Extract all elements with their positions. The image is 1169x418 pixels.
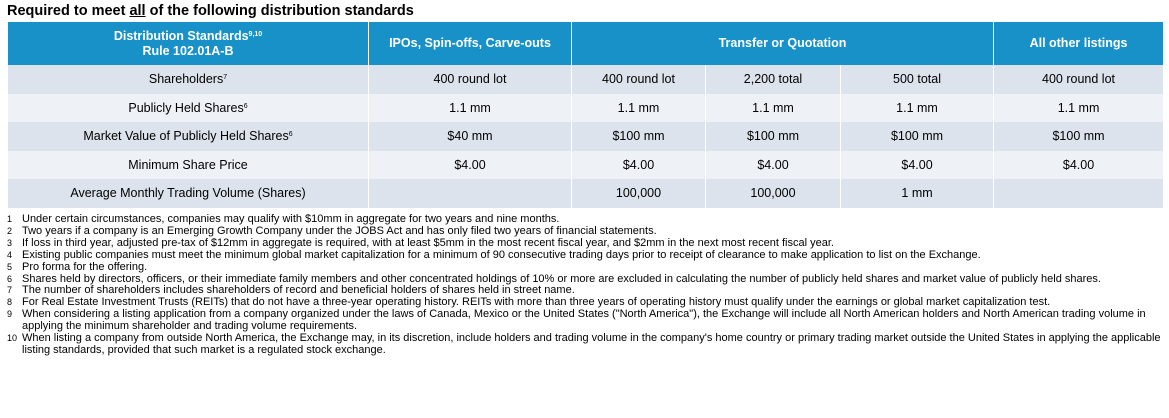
footnote-number: 10 [7,333,18,344]
footnote [7,250,1163,262]
footnote-text: When considering a listing application from a company organized under the laws of Canada, Mexico or the United States ("North America"), the Exchange will include all North American holders and North American trading volume in applying the minimum shareholder and trading volume requirements. [22,308,1146,333]
row-label-text: Market Value of Publicly Held Shares [83,129,289,144]
footnote-number: 9 [7,309,13,320]
cell-transfer-2: $4.00 [706,151,841,180]
footnote-text: Under certain circumstances, companies may qualify with $10mm in aggregate for two years and nine months. [22,213,560,225]
footnote-ref: 6 [288,131,293,139]
heading-text-after: of the following distribution standards [145,3,414,19]
footnote-number: 5 [7,261,13,272]
footnote [7,333,1163,357]
cell-transfer-3: 1.1 mm [841,94,994,123]
table-row [8,94,1164,123]
cell-transfer-1: $100 mm [572,122,706,151]
cell-other: $4.00 [994,151,1164,180]
cell-ipo [369,179,572,208]
header-ipos: IPOs, Spin-offs, Carve-outs [369,22,572,65]
cell-other: 1.1 mm [994,94,1164,123]
cell-ipo: 400 round lot [369,65,572,94]
row-label-text: Shareholders [148,72,224,87]
row-label [8,65,369,94]
cell-transfer-1: 1.1 mm [572,94,706,123]
footnote-ref: 7 [223,74,228,82]
header-rule-label: Rule 102.01A-B [142,43,234,58]
footnote-number: 7 [7,285,13,296]
header-transfer-quotation: Transfer or Quotation [572,22,994,65]
footnote-number: 1 [7,214,13,224]
cell-transfer-2: $100 mm [706,122,841,151]
cell-transfer-2: 100,000 [706,179,841,208]
footnote-number: 4 [7,249,13,260]
cell-ipo: $4.00 [369,151,572,180]
page-heading [7,3,414,19]
row-label-text: Average Monthly Trading Volume (Shares) [70,186,306,201]
heading-underlined-word: all [129,3,146,19]
cell-transfer-2: 1.1 mm [706,94,841,123]
cell-transfer-3: 500 total [841,65,994,94]
footnote-ref: 6 [243,102,248,110]
table-row [8,122,1164,151]
row-label [8,179,369,208]
cell-other: $100 mm [994,122,1164,151]
footnote-text: For Real Estate Investment Trusts (REITs) that do not have a three-year operating history. REITs with more than three years of operating history must qualify under the earnings or global market capitalization test. [22,296,1051,309]
header-other-listings: All other listings [994,22,1164,65]
footnote-text: Pro forma for the offering. [22,260,148,273]
footnote [7,238,1163,250]
footnote-text: The number of shareholders includes shareholders of record and beneficial holders of shares held in street name. [22,284,575,297]
row-label-text: Minimum Share Price [128,157,248,172]
table-row [8,65,1164,94]
footnote-text: Shares held by directors, officers, or their immediate family members and other concentrated holdings of 10% or more are excluded in calculating the number of publicly held shares and market value of publicly held shares. [22,272,1101,285]
cell-transfer-2: 2,200 total [706,65,841,94]
footnotes [7,214,1163,357]
distribution-standards-table [7,22,1164,208]
table-row [8,151,1164,180]
cell-transfer-3: $100 mm [841,122,994,151]
table-header-row [8,22,1164,65]
table-row [8,179,1164,208]
cell-ipo: $40 mm [369,122,572,151]
cell-transfer-1: 100,000 [572,179,706,208]
cell-transfer-3: $4.00 [841,151,994,180]
cell-transfer-1: $4.00 [572,151,706,180]
cell-transfer-1: 400 round lot [572,65,706,94]
footnote-text: If loss in third year, adjusted pre-tax of $12mm in aggregate is required, with at least $5mm in the most recent fiscal year, and $2mm in the next most recent fiscal year. [22,236,834,249]
footnote [7,309,1163,333]
footnote-text: Existing public companies must meet the minimum global market capitalization for a minimum of 90 consecutive trading days prior to receipt of clearance to make application to list on the Exchange. [22,248,981,261]
row-label [8,94,369,123]
footnote-number: 2 [7,225,13,236]
row-label-text: Publicly Held Shares [128,100,244,115]
footnote-text: Two years if a company is an Emerging Growth Company under the JOBS Act and has only filed two years of financial statements. [22,224,657,237]
footnote-number: 3 [7,237,13,248]
row-label [8,122,369,151]
heading-text-before: Required to meet [7,3,130,19]
header-standards-label: Distribution Standards [113,28,249,43]
cell-transfer-3: 1 mm [841,179,994,208]
header-distribution-standards [8,22,369,65]
footnote-number: 6 [7,273,13,284]
cell-other: 400 round lot [994,65,1164,94]
header-standards-footnote-ref: 9,10 [248,30,263,38]
cell-other [994,179,1164,208]
row-label [8,151,369,180]
footnote-number: 8 [7,297,13,308]
footnote-text: When listing a company from outside North America, the Exchange may, in its discretion, include holders and trading volume in the company's home country or primary trading market outside the United States in applying the applicable listing standards, provided that such market is a regulated stock exchange. [22,332,1161,356]
footnote [7,262,1163,274]
cell-ipo: 1.1 mm [369,94,572,123]
